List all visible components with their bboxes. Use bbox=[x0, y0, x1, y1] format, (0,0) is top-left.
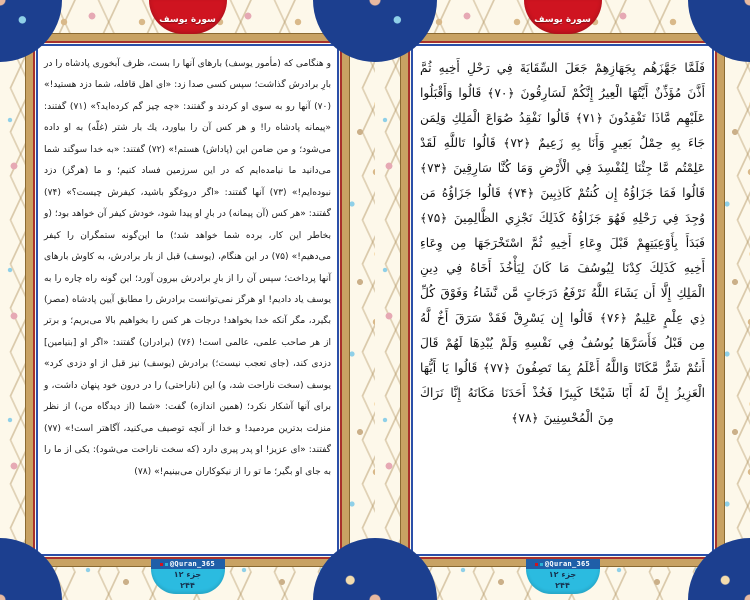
cyan-square-icon bbox=[540, 563, 543, 566]
ornament-corner-bottom-right bbox=[313, 538, 375, 600]
right-footer-juz-label: جزء ۱۲ bbox=[548, 570, 577, 580]
right-footer-badge bbox=[526, 559, 600, 594]
left-footer-page-number: ۲۴۴ bbox=[180, 580, 195, 590]
cyan-square-icon bbox=[165, 563, 168, 566]
right-surah-header-label: سورة يوسف bbox=[534, 15, 591, 25]
left-text-area bbox=[40, 48, 335, 552]
ornament-corner-top-right bbox=[688, 0, 750, 62]
ornament-corner-bottom-right bbox=[688, 538, 750, 600]
left-footer-badge-body bbox=[151, 569, 225, 594]
arabic-quran-paragraph: فَلَمَّا جَهَّزَهُم بِجَهَازِهِمْ جَعَلَ السِّقَايَةَ فِي رَحْلِ أَخِيهِ ثُمَّ أَذَّنَ مُؤَذِّنٌ أَيَّتُهَا الْعِيرُ إِنَّكُمْ لَسَارِقُونَ ﴿۷۰﴾ قَالُوا وَأَقْبَلُوا عَلَيْهِم مَّاذَا تَفْقِدُونَ ﴿۷۱﴾ قَالُوا نَفْقِدُ صُوَاعَ الْمَلِكِ وَلِمَن جَاءَ بِهِ حِمْلُ بَعِيرٍ وَأَنَا بِهِ زَعِيمٌ ﴿۷۲﴾ قَالُوا تَاللَّهِ لَقَدْ عَلِمْتُم مَّا جِئْنَا لِنُفْسِدَ فِي الْأَرْضِ وَمَا كُنَّا سَارِقِينَ ﴿۷۳﴾ قَالُوا فَمَا جَزَاؤُهُ إِن كُنتُمْ كَاذِبِينَ ﴿۷۴﴾ قَالُوا جَزَاؤُهُ مَن وُجِدَ فِي رَحْلِهِ فَهُوَ جَزَاؤُهُ كَذَلِكَ نَجْزِي الظَّالِمِينَ ﴿۷۵﴾ فَبَدَأَ بِأَوْعِيَتِهِمْ قَبْلَ وِعَاءِ أَخِيهِ ثُمَّ اسْتَخْرَجَهَا مِن وِعَاءِ أَخِيهِ كَذَلِكَ كِدْنَا لِيُوسُفَ مَا كَانَ لِيَأْخُذَ أَخَاهُ فِي دِينِ الْمَلِكِ إِلَّا أَن يَشَاءَ اللَّهُ نَرْفَعُ دَرَجَاتٍ مَّن نَّشَاءُ وَفَوْقَ كُلِّ ذِي عِلْمٍ عَلِيمٌ ﴿۷۶﴾ قَالُوا إِن يَسْرِقْ فَقَدْ سَرَقَ أَخٌ لَّهُ مِن قَبْلُ فَأَسَرَّهَا يُوسُفُ فِي نَفْسِهِ وَلَمْ يُبْدِهَا لَهُمْ قَالَ أَنتُمْ شَرٌّ مَّكَانًا وَاللَّهُ أَعْلَمُ بِمَا تَصِفُونَ ﴿۷۷﴾ قَالُوا يَا أَيُّهَا الْعَزِيزُ إِنَّ لَهُ أَبًا شَيْخًا كَبِيرًا فَخُذْ أَحَدَنَا مَكَانَهُ إِنَّا نَرَاكَ مِنَ الْمُحْسِنِينَ ﴿۷۸﴾ bbox=[420, 61, 706, 426]
persian-translation-paragraph: و هنگامى كه (مأمور يوسف) بارهاى آنها را بست، ظرف آبخورى پادشاه را در بارِ برادرش گذاشت؛ سپس كسى صدا زد: «اى اهل قافله، شما دزد هستيد!» (۷۰) آنها رو به سوى او كردند و گفتند: «چه چيز گم كرده‌ايد؟» (۷۱) گفتند: «پيمانه پادشاه را! و هر كس آن را بياورد، يك بار شتر (غلّه) به او داده مى‌شود؛ و من ضامن اين (پاداش) هستم!» (۷۲) گفتند: «به خدا سوگند شما مى‌دانيد ما نيامده‌ايم كه در اين سرزمين فساد كنيم؛ و ما (هرگز) دزد نبوده‌ايم!» (۷۳) آنها گفتند: «اگر دروغگو باشيد، كيفرش چيست؟» (۷۴) گفتند: «هر كس (آن پيمانه) در بارِ او پيدا شود، خودش كيفر آن خواهد بود؛ (و بخاطر اين كار، برده شما خواهد شد؛) ما اين‌گونه ستمگران را كيفر مى‌دهيم!» (۷۵) در اين هنگام، (يوسف) قبل از بار برادرش، به كاوش بارهاى آنها پرداخت؛ سپس آن را از بارِ برادرش بيرون آورد؛ اين گونه راه چاره را به يوسف ياد داديم! او هرگز نمى‌توانست برادرش را مطابق آيين پادشاه (مصر) بگيرد، مگر آنكه خدا بخواهد! درجات هر كس را بخواهيم بالا مى‌بريم؛ و برتر از هر صاحب علمى، عالمى است! (۷۶) (برادران) گفتند: «اگر او [بنيامين] دزدى كند، (جاى تعجب نيست؛) برادرش (يوسف) نيز قبل از او دزدى كرد» يوسف (سخت ناراحت شد، و) اين (ناراحتى) را در درون خود پنهان داشت، و براى آنها آشكار نكرد؛ (همين اندازه) گفت: «شما (از ديدگاه من،) از نظر منزلت بدترين مردميد! و خدا از آنچه توصيف مى‌كنيد، آگاهتر است!» (۷۷) گفتند: «اى عزيز! او پدر پيرى دارد (كه سخت ناراحت مى‌شود): يكى از ما را به جاى او بگير؛ ما تو را از نيكوكاران مى‌بينيم!» (۷۸) bbox=[44, 59, 331, 477]
right-footer-channel-label: @Quran_365 bbox=[544, 560, 591, 569]
left-footer-juz-label: جزء ۱۲ bbox=[173, 570, 202, 580]
right-text-area bbox=[415, 48, 710, 552]
right-footer-page-number: ۲۴۴ bbox=[555, 580, 570, 590]
ornament-corner-bottom-left bbox=[0, 538, 62, 600]
left-footer-badge bbox=[151, 559, 225, 594]
persian-translation-text bbox=[40, 48, 335, 483]
left-footer-channel-label: @Quran_365 bbox=[169, 560, 216, 569]
red-square-icon bbox=[535, 563, 538, 566]
left-footer-channel-bar bbox=[151, 559, 225, 569]
right-footer-channel-bar bbox=[526, 559, 600, 569]
red-square-icon bbox=[160, 563, 163, 566]
right-page bbox=[375, 0, 750, 600]
ornament-corner-top-right bbox=[313, 0, 375, 62]
left-surah-header-label: سورة يوسف bbox=[159, 15, 216, 25]
ornament-corner-top-left bbox=[375, 0, 437, 62]
ornament-corner-bottom-left bbox=[375, 538, 437, 600]
ornament-corner-top-left bbox=[0, 0, 62, 62]
right-footer-badge-body bbox=[526, 569, 600, 594]
arabic-quran-text bbox=[415, 48, 710, 431]
